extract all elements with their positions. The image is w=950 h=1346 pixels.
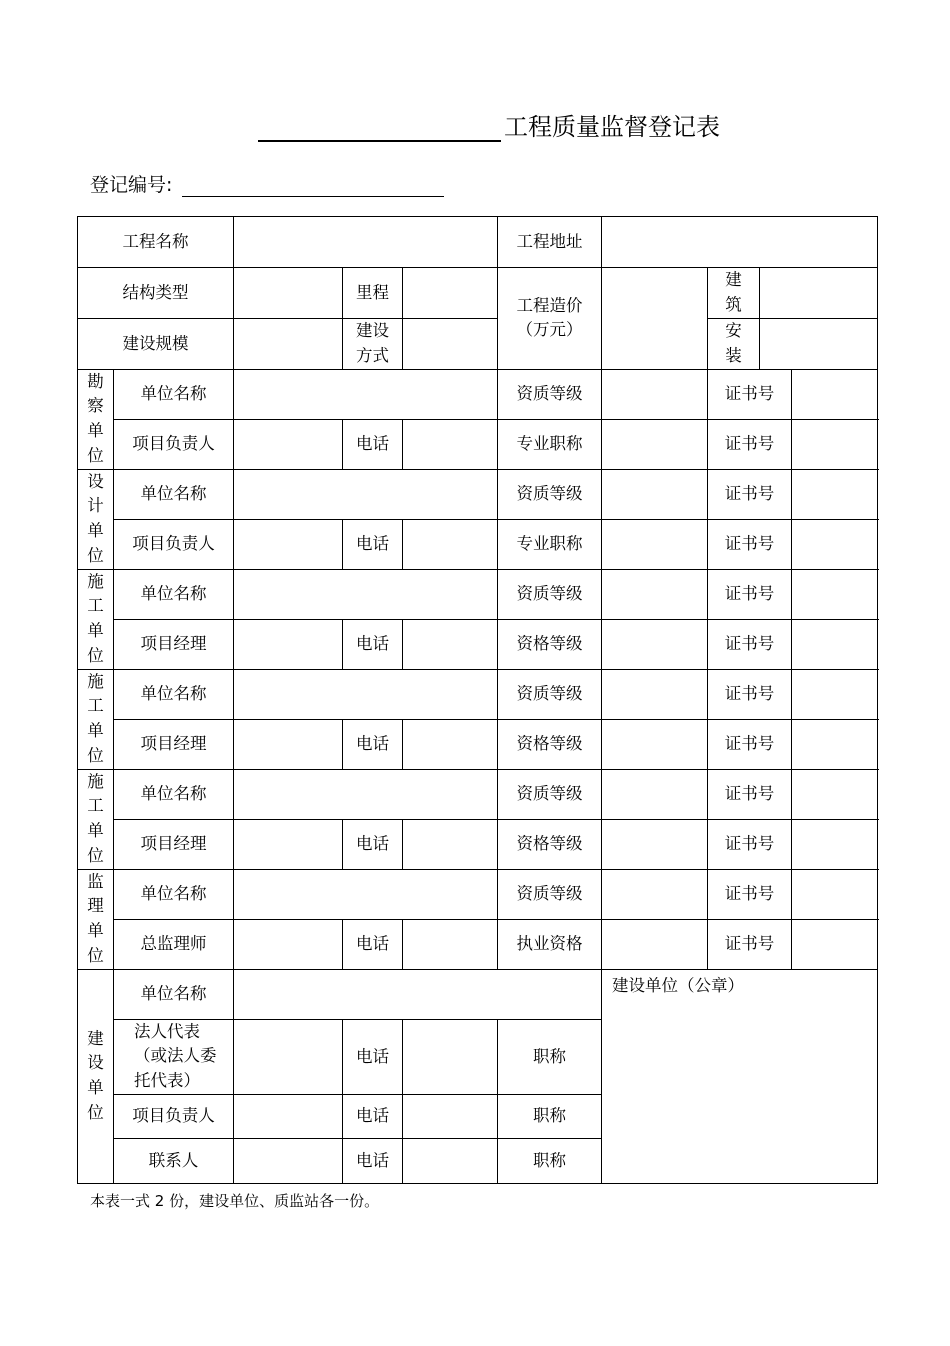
mileage-label: 里程 — [343, 268, 403, 319]
qualification-field[interactable] — [602, 869, 708, 919]
building-field[interactable] — [760, 268, 878, 319]
certificate-label: 证书号 — [708, 869, 792, 919]
person-field[interactable] — [234, 919, 343, 969]
certificate-label: 证书号 — [708, 619, 792, 669]
phone-field[interactable] — [403, 519, 498, 569]
table-row — [78, 669, 878, 719]
certificate-field[interactable] — [792, 619, 878, 669]
project-address-field[interactable] — [602, 217, 878, 268]
certificate-field[interactable] — [792, 469, 878, 519]
grade-field[interactable] — [602, 419, 708, 469]
grade-field[interactable] — [602, 519, 708, 569]
qualification-label: 资质等级 — [498, 769, 602, 819]
cost-field[interactable] — [602, 268, 708, 370]
legal-rep-phone-label: 电话 — [343, 1019, 403, 1094]
table-row — [78, 869, 878, 919]
phone-field[interactable] — [403, 619, 498, 669]
table-row — [78, 969, 878, 1019]
section-group-label: 施工单位 — [78, 569, 114, 669]
certificate-field[interactable] — [792, 519, 878, 569]
table-row — [78, 819, 878, 869]
unit-name-label: 单位名称 — [114, 369, 234, 419]
qualification-field[interactable] — [602, 469, 708, 519]
owner-lead-phone-field[interactable] — [403, 1094, 498, 1138]
grade-label: 资格等级 — [498, 719, 602, 769]
structure-type-field[interactable] — [234, 268, 343, 319]
unit-name-field[interactable] — [234, 869, 498, 919]
certificate-label: 证书号 — [708, 469, 792, 519]
unit-name-label: 单位名称 — [114, 869, 234, 919]
phone-field[interactable] — [403, 819, 498, 869]
phone-label: 电话 — [343, 619, 403, 669]
person-field[interactable] — [234, 819, 343, 869]
legal-rep-field[interactable] — [234, 1019, 343, 1094]
contact-field[interactable] — [234, 1138, 343, 1183]
phone-label: 电话 — [343, 419, 403, 469]
building-label: 建筑 — [708, 268, 760, 319]
owner-lead-title-label: 职称 — [498, 1094, 602, 1138]
table-row — [78, 217, 878, 268]
section-group-label: 设计单位 — [78, 469, 114, 569]
unit-name-field[interactable] — [234, 769, 498, 819]
section-group-label: 施工单位 — [78, 669, 114, 769]
unit-name-label: 单位名称 — [114, 669, 234, 719]
form-title — [258, 108, 720, 142]
qualification-label: 资质等级 — [498, 869, 602, 919]
qualification-label: 资质等级 — [498, 669, 602, 719]
mileage-field[interactable] — [403, 268, 498, 319]
table-row — [78, 319, 878, 370]
certificate-label: 证书号 — [708, 819, 792, 869]
certificate-label: 证书号 — [708, 719, 792, 769]
person-field[interactable] — [234, 719, 343, 769]
certificate-label: 证书号 — [708, 419, 792, 469]
owner-seal-label: 建设单位（公章） — [612, 975, 745, 995]
person-label: 项目负责人 — [114, 419, 234, 469]
qualification-label: 资质等级 — [498, 569, 602, 619]
title-blank-line[interactable] — [258, 110, 501, 142]
table-row — [78, 268, 878, 319]
qualification-field[interactable] — [602, 569, 708, 619]
table-row — [78, 569, 878, 619]
owner-lead-label: 项目负责人 — [114, 1094, 234, 1138]
certificate-field[interactable] — [792, 369, 878, 419]
phone-field[interactable] — [403, 719, 498, 769]
table-row — [78, 919, 878, 969]
certificate-field[interactable] — [792, 419, 878, 469]
contact-phone-field[interactable] — [403, 1138, 498, 1183]
person-label: 项目经理 — [114, 819, 234, 869]
grade-field[interactable] — [602, 619, 708, 669]
qualification-field[interactable] — [602, 369, 708, 419]
table-row — [78, 369, 878, 419]
owner-lead-phone-label: 电话 — [343, 1094, 403, 1138]
phone-label: 电话 — [343, 719, 403, 769]
install-label: 安装 — [708, 319, 760, 370]
unit-name-field[interactable] — [234, 469, 498, 519]
phone-label: 电话 — [343, 519, 403, 569]
certificate-field[interactable] — [792, 919, 878, 969]
install-field[interactable] — [760, 319, 878, 370]
phone-label: 电话 — [343, 819, 403, 869]
unit-name-label: 单位名称 — [114, 469, 234, 519]
registration-number-field[interactable] — [182, 171, 444, 197]
grade-field[interactable] — [602, 819, 708, 869]
owner-group-label: 建设单位 — [78, 969, 114, 1183]
person-label: 项目经理 — [114, 719, 234, 769]
table-row — [78, 769, 878, 819]
section-group-label: 勘察单位 — [78, 369, 114, 469]
scale-label: 建设规模 — [78, 319, 234, 370]
table-row — [78, 469, 878, 519]
person-field[interactable] — [234, 619, 343, 669]
grade-label: 资格等级 — [498, 619, 602, 669]
person-field[interactable] — [234, 419, 343, 469]
grade-field[interactable] — [602, 919, 708, 969]
owner-seal-area[interactable] — [602, 969, 878, 1183]
certificate-label: 证书号 — [708, 769, 792, 819]
owner-unit-name-label: 单位名称 — [114, 969, 234, 1019]
project-name-label: 工程名称 — [78, 217, 234, 268]
project-address-label: 工程地址 — [498, 217, 602, 268]
qualification-label: 资质等级 — [498, 469, 602, 519]
certificate-label: 证书号 — [708, 919, 792, 969]
certificate-field[interactable] — [792, 719, 878, 769]
phone-field[interactable] — [403, 919, 498, 969]
owner-lead-field[interactable] — [234, 1094, 343, 1138]
certificate-label: 证书号 — [708, 369, 792, 419]
section-group-label: 监理单位 — [78, 869, 114, 969]
contact-label: 联系人 — [114, 1138, 234, 1183]
qualification-label: 资质等级 — [498, 369, 602, 419]
certificate-field[interactable] — [792, 769, 878, 819]
table-row — [78, 719, 878, 769]
certificate-field[interactable] — [792, 869, 878, 919]
registration-number-label: 登记编号: — [90, 174, 173, 196]
unit-name-field[interactable] — [234, 569, 498, 619]
person-field[interactable] — [234, 519, 343, 569]
structure-type-label: 结构类型 — [78, 268, 234, 319]
certificate-field[interactable] — [792, 569, 878, 619]
grade-label: 专业职称 — [498, 519, 602, 569]
certificate-label: 证书号 — [708, 519, 792, 569]
certificate-field[interactable] — [792, 819, 878, 869]
scale-field[interactable] — [234, 319, 343, 370]
cost-label: 工程造价（万元） — [498, 268, 602, 370]
unit-name-label: 单位名称 — [114, 569, 234, 619]
project-name-field[interactable] — [234, 217, 498, 268]
unit-name-field[interactable] — [234, 669, 498, 719]
registration-table — [77, 216, 878, 1184]
section-group-label: 施工单位 — [78, 769, 114, 869]
table-row — [78, 619, 878, 669]
person-label: 项目经理 — [114, 619, 234, 669]
registration-number-row — [90, 170, 444, 197]
legal-rep-title-label: 职称 — [498, 1019, 602, 1094]
grade-label: 执业资格 — [498, 919, 602, 969]
contact-title-label: 职称 — [498, 1138, 602, 1183]
qualification-field[interactable] — [602, 769, 708, 819]
phone-label: 电话 — [343, 919, 403, 969]
footer-note: 本表一式 2 份，建设单位、质监站各一份。 — [90, 1192, 380, 1210]
qualification-field[interactable] — [602, 669, 708, 719]
unit-name-label: 单位名称 — [114, 769, 234, 819]
certificate-field[interactable] — [792, 669, 878, 719]
grade-label: 资格等级 — [498, 819, 602, 869]
phone-field[interactable] — [403, 419, 498, 469]
owner-unit-name-field[interactable] — [234, 969, 602, 1019]
person-label: 项目负责人 — [114, 519, 234, 569]
grade-label: 专业职称 — [498, 419, 602, 469]
contact-phone-label: 电话 — [343, 1138, 403, 1183]
table-row — [78, 519, 878, 569]
legal-rep-label: 法人代表（或法人委托代表） — [114, 1019, 234, 1094]
method-field[interactable] — [403, 319, 498, 370]
table-row — [78, 419, 878, 469]
page-title: 工程质量监督登记表 — [504, 113, 720, 141]
person-label: 总监理师 — [114, 919, 234, 969]
grade-field[interactable] — [602, 719, 708, 769]
legal-rep-phone-field[interactable] — [403, 1019, 498, 1094]
method-label: 建设方式 — [343, 319, 403, 370]
unit-name-field[interactable] — [234, 369, 498, 419]
certificate-label: 证书号 — [708, 669, 792, 719]
certificate-label: 证书号 — [708, 569, 792, 619]
